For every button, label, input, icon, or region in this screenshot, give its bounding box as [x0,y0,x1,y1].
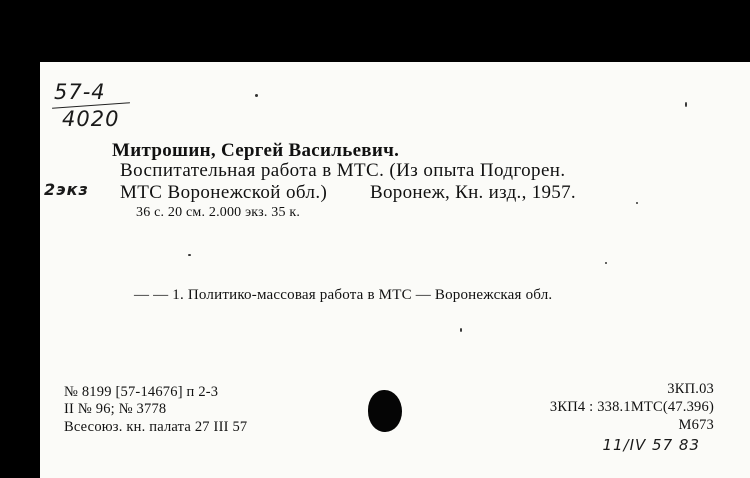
registry-line-3: Всесоюз. кн. палата 27 III 57 [64,419,248,435]
ink-blot [368,390,402,432]
speck [685,102,687,107]
call-number-bottom: 4020 [62,107,120,131]
author-heading: Митрошин, Сергей Васильевич. [112,140,400,161]
title-line-2: МТС Воронежской обл.) [120,182,328,203]
registry-line-2: II № 96; № 3778 [64,401,167,417]
margin-note: 2экз [44,180,89,199]
classification-line-3: М673 [678,417,714,433]
speck [255,94,258,97]
speck [605,262,607,264]
catalog-card [40,62,750,478]
speck [460,328,462,332]
publication-info: Воронеж, Кн. изд., 1957. [370,182,576,203]
classification-line-2: 3КП4 : 338.1МТС(47.396) [549,399,714,415]
physical-description: 36 с. 20 см. 2.000 экз. 35 к. [136,205,301,220]
registry-line-1: № 8199 [57-14676] п 2-3 [64,384,219,400]
classification-line-1: 3КП.03 [667,381,714,397]
subject-heading: — — 1. Политико-массовая работа в МТС — Воронежская обл. [134,287,553,303]
speck [636,202,638,204]
handwritten-initials: 11/IV 57 83 [602,436,700,454]
title-line-1: Воспитательная работа в МТС. (Из опыта Подгорен. [120,160,566,181]
call-number-top: 57-4 [54,80,106,104]
speck [188,254,191,256]
